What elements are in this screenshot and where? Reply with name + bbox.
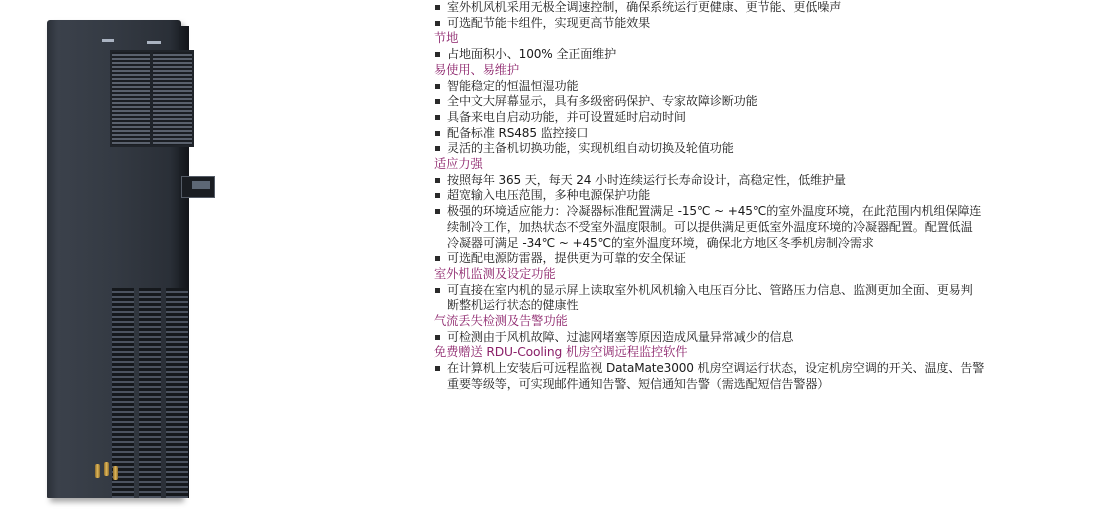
feature-item — [434, 79, 1110, 95]
feature-item — [434, 16, 1110, 32]
square-bullet-icon — [435, 335, 440, 340]
feature-item — [434, 94, 1110, 110]
pipe-fitting — [95, 464, 100, 478]
square-bullet-icon — [435, 5, 440, 10]
square-bullet-icon — [435, 99, 440, 104]
square-bullet-icon — [435, 193, 440, 198]
square-bullet-icon — [435, 288, 440, 293]
square-bullet-icon — [435, 84, 440, 89]
feature-item — [434, 251, 1110, 267]
feature-text: 具备来电自启动功能，并可设置延时启动时间 — [447, 109, 686, 124]
feature-text: 可检测由于风机故障、过滤网堵塞等原因造成风量异常减少的信息 — [447, 329, 794, 344]
pipe-fitting — [104, 462, 109, 476]
feature-item — [434, 0, 1110, 16]
pipe-fitting — [113, 466, 118, 480]
square-bullet-icon — [435, 115, 440, 120]
square-bullet-icon — [435, 178, 440, 183]
feature-text: 可选配电源防雷器，提供更为可靠的安全保证 — [447, 251, 686, 266]
lower-grille-column — [166, 288, 188, 498]
square-bullet-icon — [435, 146, 440, 151]
section-title: 节地 — [434, 31, 459, 46]
section-title: 适应力强 — [434, 157, 483, 172]
section-title: 免费赠送 RDU-Cooling 机房空调远程监控软件 — [434, 345, 688, 360]
square-bullet-icon — [435, 209, 440, 214]
section-title: 室外机监测及设定功能 — [434, 266, 556, 281]
feature-item — [434, 330, 1110, 346]
feature-text: 配备标准 RS485 监控接口 — [447, 125, 589, 140]
feature-text: 极强的环境适应能力：冷凝器标准配置满足 -15℃ ~ +45℃的室外温度环境，在此范围内机组保障连 续制冷工作，加热状态不受室外温度限制。可以提供满足更低室外温度环境的冷凝器配置。配置低温 冷凝器可满足 -34℃ ~ +45℃的室外温度环境，确保北方地区冬季机房制冷需求 — [447, 204, 982, 250]
brand-logo — [102, 39, 114, 42]
feature-text: 占地面积小、100% 全正面维护 — [447, 47, 617, 62]
feature-item — [434, 110, 1110, 126]
square-bullet-icon — [435, 52, 440, 57]
feature-text: 超宽输入电压范围，多种电源保护功能 — [447, 188, 651, 203]
display-screen — [192, 181, 210, 189]
feature-text: 灵活的主备机切换功能，实现机组自动切换及轮值功能 — [447, 141, 734, 156]
square-bullet-icon — [435, 256, 440, 261]
brand-mark — [147, 41, 161, 44]
feature-item — [434, 188, 1110, 204]
section-title: 气流丢失检测及告警功能 — [434, 314, 568, 329]
control-display-panel — [181, 176, 215, 198]
feature-item — [434, 126, 1110, 142]
lower-grille-column — [139, 288, 161, 498]
pipe-connectors — [95, 462, 125, 484]
grille-divider — [150, 52, 153, 145]
feature-text: 全中文大屏幕显示，具有多级密码保护、专家故障诊断功能 — [447, 94, 758, 109]
feature-item — [434, 204, 1110, 251]
feature-text: 智能稳定的恒温恒湿功能 — [447, 78, 579, 93]
product-image-air-conditioner-cabinet — [40, 20, 190, 505]
square-bullet-icon — [435, 366, 440, 371]
feature-text: 室外机风机采用无极全调速控制，确保系统运行更健康、更节能、更低噪声 — [447, 0, 842, 14]
feature-list — [434, 0, 1110, 393]
feature-item — [434, 361, 1110, 392]
feature-text: 可直接在室内机的显示屏上读取室外机风机输入电压百分比、管路压力信息、监测更加全面、更易判 断整机运行状态的健康性 — [447, 282, 973, 313]
feature-item — [434, 47, 1110, 63]
square-bullet-icon — [435, 131, 440, 136]
upper-air-grille — [110, 50, 194, 147]
feature-text: 可选配节能卡组件，实现更高节能效果 — [447, 15, 651, 30]
section-title: 易使用、易维护 — [434, 62, 520, 77]
feature-item — [434, 173, 1110, 189]
feature-item — [434, 141, 1110, 157]
feature-text: 按照每年 365 天，每天 24 小时连续运行长寿命设计，高稳定性，低维护量 — [447, 172, 846, 187]
feature-text: 在计算机上安装后可远程监视 DataMate3000 机房空调运行状态，设定机房空调的开关、温度、告警 重要等级等，可实现邮件通知告警、短信通知告警（需选配短信告警器） — [447, 361, 985, 391]
square-bullet-icon — [435, 21, 440, 26]
feature-item — [434, 283, 1110, 314]
